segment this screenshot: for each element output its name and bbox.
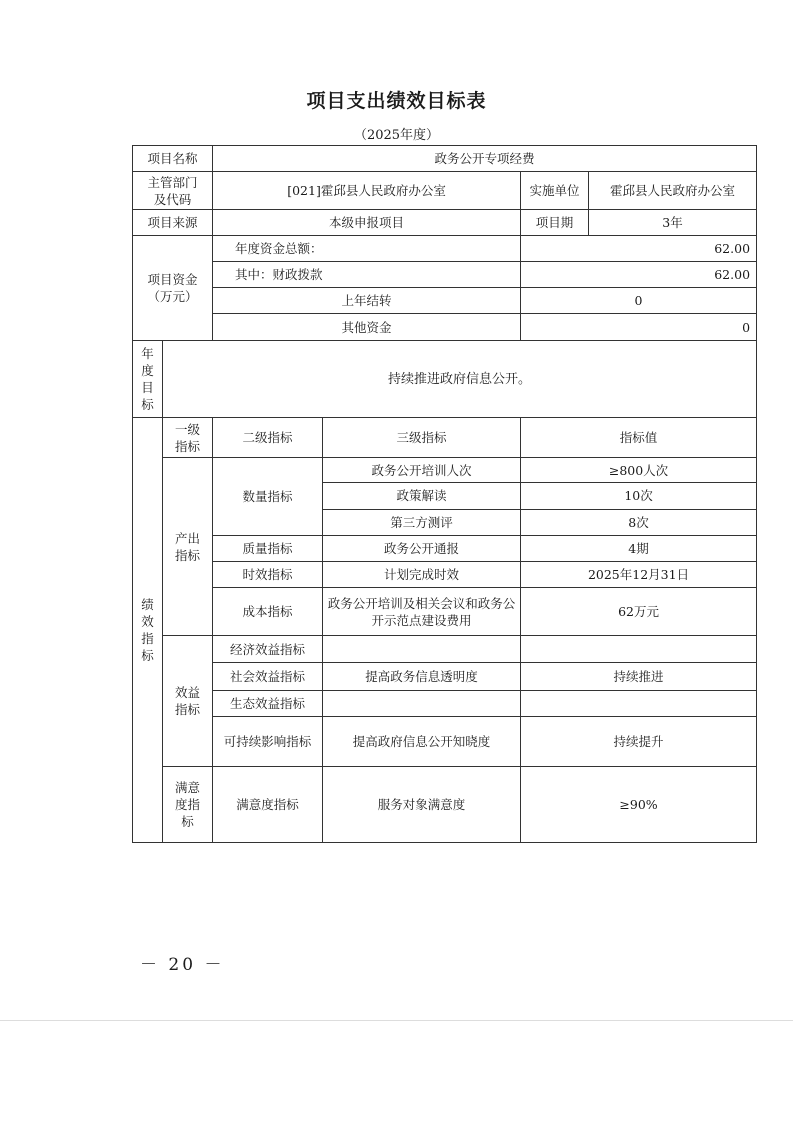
quantity-name: 第三方测评 <box>323 509 521 535</box>
satisfaction-label: 满意度指标 <box>163 767 213 843</box>
sustainable-label: 可持续影响指标 <box>213 717 323 767</box>
period-label: 项目期 <box>521 210 589 235</box>
impl-unit-label: 实施单位 <box>521 172 589 210</box>
page-title: 项目支出绩效目标表 <box>306 90 487 112</box>
economic-label: 经济效益指标 <box>213 636 323 662</box>
table-row <box>133 261 757 287</box>
department-label: 主管部门及代码 <box>133 172 213 210</box>
scan-edge-divider <box>0 1020 793 1021</box>
goal-label: 年度目标 <box>133 341 163 418</box>
table-row <box>133 588 757 636</box>
funds-fiscal-label: 其中：财政拨款 <box>213 261 521 287</box>
ecological-name <box>323 690 521 716</box>
funds-label: 项目资金（万元） <box>133 235 213 341</box>
header-level1: 一级指标 <box>163 417 213 457</box>
funds-total-value: 62.00 <box>521 235 757 261</box>
economic-name <box>323 636 521 662</box>
funds-fiscal-value: 62.00 <box>521 261 757 287</box>
satisfaction-name: 服务对象满意度 <box>323 767 521 843</box>
table-row <box>133 210 757 235</box>
table-row <box>133 535 757 561</box>
performance-label: 绩效指标 <box>133 417 163 842</box>
timeliness-name: 计划完成时效 <box>323 561 521 587</box>
quantity-value: 8次 <box>521 509 757 535</box>
table-row <box>133 636 757 662</box>
funds-other-value: 0 <box>521 314 757 341</box>
table-row <box>133 561 757 587</box>
social-label: 社会效益指标 <box>213 662 323 690</box>
goal-value: 持续推进政府信息公开。 <box>163 341 757 418</box>
timeliness-label: 时效指标 <box>213 561 323 587</box>
table-row <box>133 314 757 341</box>
quantity-name: 政务公开培训人次 <box>323 458 521 483</box>
table-row <box>133 341 757 418</box>
quality-label: 质量指标 <box>213 535 323 561</box>
ecological-label: 生态效益指标 <box>213 690 323 716</box>
quantity-name: 政策解读 <box>323 483 521 509</box>
header-level3: 三级指标 <box>323 417 521 457</box>
quantity-value: 10次 <box>521 483 757 509</box>
cost-label: 成本指标 <box>213 588 323 636</box>
header-level2: 二级指标 <box>213 417 323 457</box>
quantity-value: ≥800人次 <box>521 458 757 483</box>
social-value: 持续推进 <box>521 662 757 690</box>
table-row <box>133 235 757 261</box>
social-name: 提高政务信息透明度 <box>323 662 521 690</box>
table-row <box>133 288 757 314</box>
table-row <box>133 146 757 172</box>
impl-unit-value: 霍邱县人民政府办公室 <box>589 172 757 210</box>
funds-other-label: 其他资金 <box>213 314 521 341</box>
economic-value <box>521 636 757 662</box>
table-row <box>133 172 757 210</box>
table-row <box>133 417 757 457</box>
cost-value: 62万元 <box>521 588 757 636</box>
table-row <box>133 458 757 483</box>
page-number: － 20 － <box>140 955 225 975</box>
sustainable-name: 提高政府信息公开知晓度 <box>323 717 521 767</box>
funds-carryover-value: 0 <box>521 288 757 314</box>
quality-name: 政务公开通报 <box>323 535 521 561</box>
satisfaction-sub-label: 满意度指标 <box>213 767 323 843</box>
benefit-label: 效益指标 <box>163 636 213 767</box>
funds-carryover-label: 上年结转 <box>213 288 521 314</box>
sustainable-value: 持续提升 <box>521 717 757 767</box>
output-label: 产出指标 <box>163 458 213 636</box>
period-value: 3年 <box>589 210 757 235</box>
project-name-label: 项目名称 <box>133 146 213 172</box>
header-value: 指标值 <box>521 417 757 457</box>
source-label: 项目来源 <box>133 210 213 235</box>
table-row <box>133 767 757 843</box>
page-subtitle: （2025年度） <box>353 128 440 143</box>
performance-table <box>132 145 757 843</box>
satisfaction-value: ≥90% <box>521 767 757 843</box>
ecological-value <box>521 690 757 716</box>
quality-value: 4期 <box>521 535 757 561</box>
department-value: [021]霍邱县人民政府办公室 <box>213 172 521 210</box>
project-name-value: 政务公开专项经费 <box>213 146 757 172</box>
table-row <box>133 690 757 716</box>
cost-name: 政务公开培训及相关会议和政务公开示范点建设费用 <box>323 588 521 636</box>
table-row <box>133 717 757 767</box>
timeliness-value: 2025年12月31日 <box>521 561 757 587</box>
table-row <box>133 662 757 690</box>
quantity-label: 数量指标 <box>213 458 323 536</box>
source-value: 本级申报项目 <box>213 210 521 235</box>
funds-total-label: 年度资金总额： <box>213 235 521 261</box>
